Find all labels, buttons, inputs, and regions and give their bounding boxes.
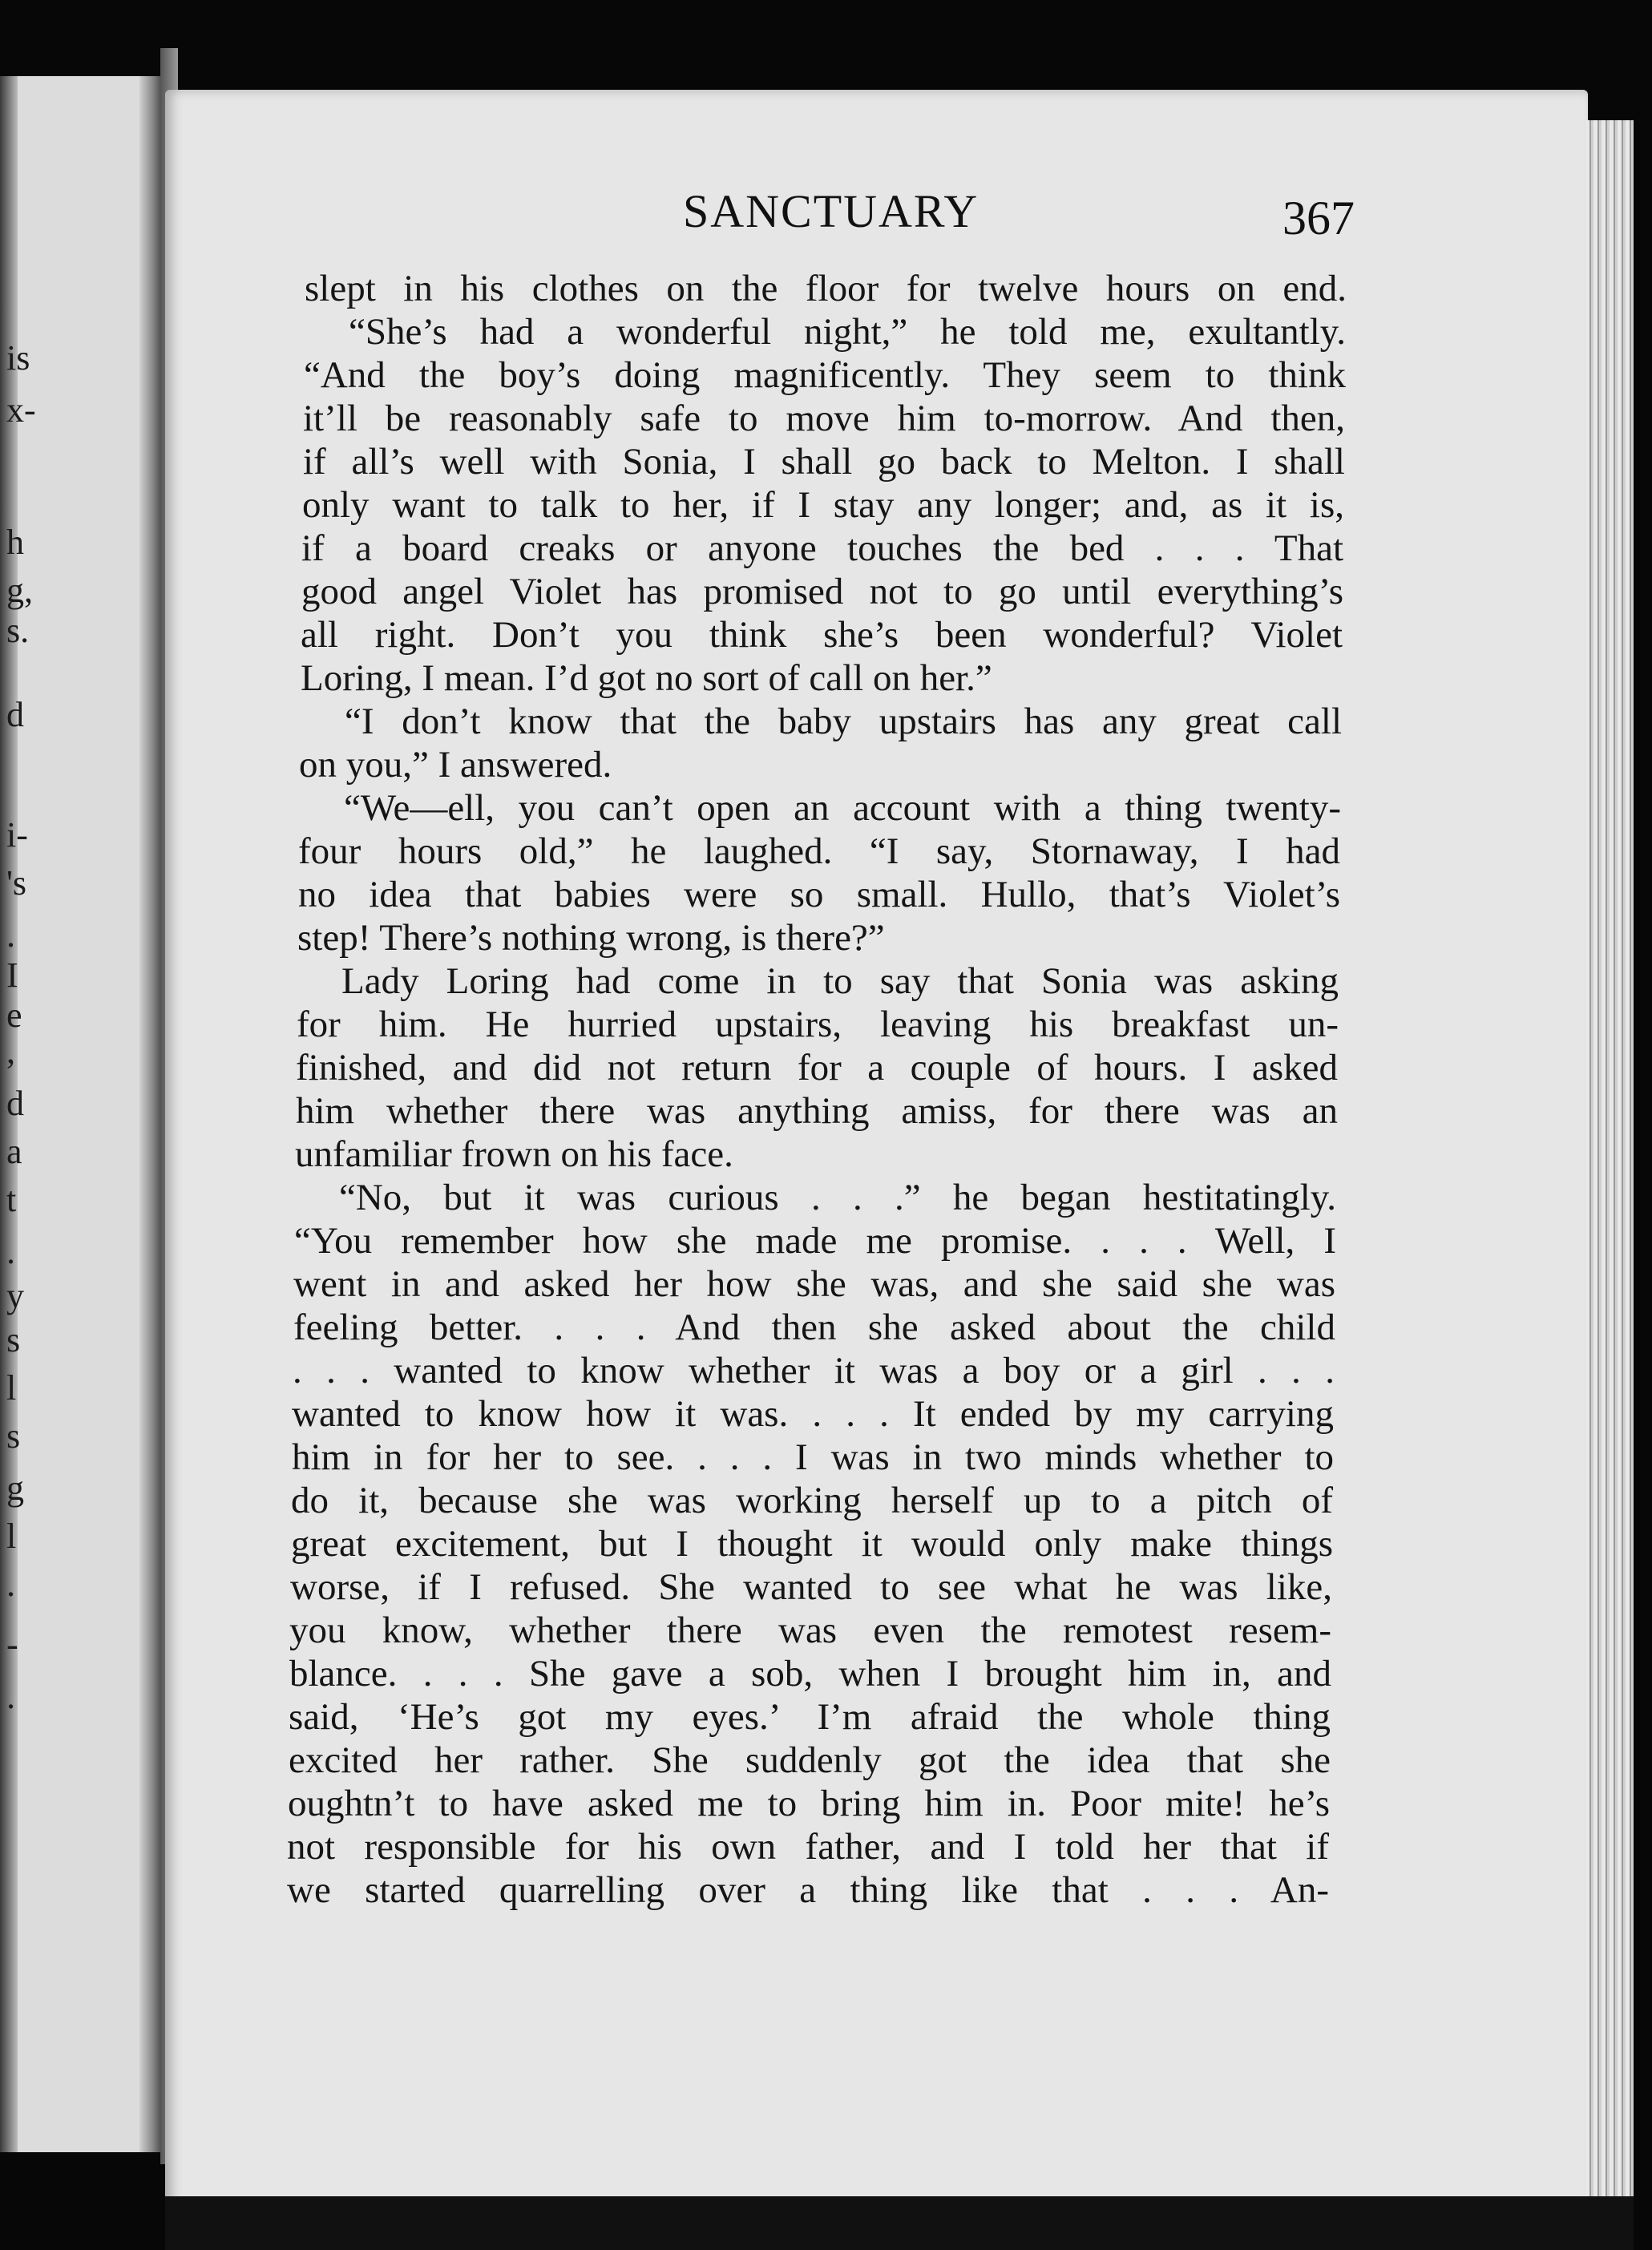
text-line: went in and asked her how she was, and she said she was [293,1263,1335,1305]
text-line: no idea that babies were so small. Hullo, that’s Violet’s [298,874,1340,915]
text-line: “We—ell, you can’t open an account with a thing twenty- [344,787,1341,829]
left-page-fragment: d [6,695,24,734]
left-page-fragment: a [6,1132,22,1171]
left-page-fragment: e [6,996,22,1035]
text-line: “And the boy’s doing magnificently. They seem to think [304,354,1346,396]
left-page-fragment: g [6,1468,24,1508]
text-line: him whether there was anything amiss, for there was an [296,1090,1338,1132]
left-page-fragment: l [6,1368,17,1408]
text-line: you know, whether there was even the remotest resem- [289,1610,1331,1651]
left-page-fragment: i- [6,815,28,854]
left-page-fragment: . [6,1565,15,1604]
left-page [0,76,160,2152]
text-line: good angel Violet has promised not to go until everything’s [301,571,1343,612]
left-page-fragment: s [6,1320,21,1359]
text-line: we started quarrelling over a thing like that . . . An- [287,1869,1329,1911]
left-page-fragment: is [6,338,30,378]
text-line: “I don’t know that the baby upstairs has any great call [345,701,1342,742]
left-page-fragment: 's [6,863,27,903]
text-line: finished, and did not return for a couple of hours. I asked [296,1047,1338,1089]
left-page-fragment: . [6,1232,15,1271]
text-line: Loring, I mean. I’d got no sort of call on her.” [301,657,992,699]
text-line: said, ‘He’s got my eyes.’ I’m afraid the whole thing [289,1696,1331,1738]
left-page-fragment: d [6,1084,24,1123]
left-page-fragment: t [6,1180,17,1219]
text-line: great excitement, but I thought it would only make things [291,1523,1333,1565]
text-line: wanted to know how it was. . . . It ended by my carrying [292,1393,1334,1435]
left-page-fragment: . [6,1677,15,1716]
text-line: if all’s well with Sonia, I shall go back to Melton. I shall [303,441,1345,483]
text-line: step! There’s nothing wrong, is there?” [297,917,885,959]
left-page-fragment: - [6,1625,18,1664]
running-head: SANCTUARY [683,185,979,237]
text-line: . . . wanted to know whether it was a boy or a girl . . . [293,1350,1335,1392]
text-line: blance. . . . She gave a sob, when I brought him in, and [289,1653,1331,1695]
left-page-gutter [139,76,160,2152]
text-line: do it, because she was working herself up to a pitch of [291,1480,1333,1521]
text-line: it’ll be reasonably safe to move him to-morrow. And then, [303,398,1345,439]
text-line: four hours old,” he laughed. “I say, Stornaway, I had [298,830,1340,872]
text-line: “No, but it was curious . . .” he began hestitatingly. [339,1177,1336,1218]
text-line: feeling better. . . . And then she asked about the child [293,1307,1335,1348]
left-page-fragment: y [6,1276,24,1315]
left-page-fragment: g, [6,571,33,610]
left-page-fragment: s [6,1416,21,1456]
text-line: only want to talk to her, if I stay any longer; and, as it is, [302,484,1344,526]
left-page-fragment: h [6,523,24,562]
text-line: for him. He hurried upstairs, leaving his breakfast un- [297,1004,1339,1045]
text-line: him in for her to see. . . . I was in two minds whether to [292,1436,1334,1478]
text-line: on you,” I answered. [299,744,612,786]
left-page-fragment: x- [6,390,36,430]
left-page-fragment: l [6,1517,17,1556]
text-line: not responsible for his own father, and I told her that if [287,1826,1329,1868]
text-line: if a board creaks or anyone touches the bed . . . That [301,527,1343,569]
text-line: “You remember how she made me promise. . . . Well, I [294,1220,1336,1262]
bottom-shadow [165,2196,1634,2250]
page-block-edge [1585,120,1634,2204]
text-line: “She’s had a wonderful night,” he told me, exultantly. [349,311,1346,353]
text-line: all right. Don’t you think she’s been wonderful? Violet [301,614,1343,656]
left-page-fragment: . [6,915,15,955]
text-line: Lady Loring had come in to say that Sonia was asking [341,960,1339,1002]
page-number: 367 [1282,192,1355,244]
text-line: excited her rather. She suddenly got the idea that she [289,1739,1331,1781]
text-line: slept in his clothes on the floor for twelve hours on end. [305,268,1347,309]
text-line: oughtn’t to have asked me to bring him in. Poor mite! he’s [288,1783,1330,1824]
left-page-fragment: s. [6,611,30,650]
left-page-fragment: I [6,955,18,995]
left-page-fragment: , [6,1032,15,1071]
text-line: unfamiliar frown on his face. [295,1133,733,1175]
text-line: worse, if I refused. She wanted to see what he was like, [290,1566,1332,1608]
